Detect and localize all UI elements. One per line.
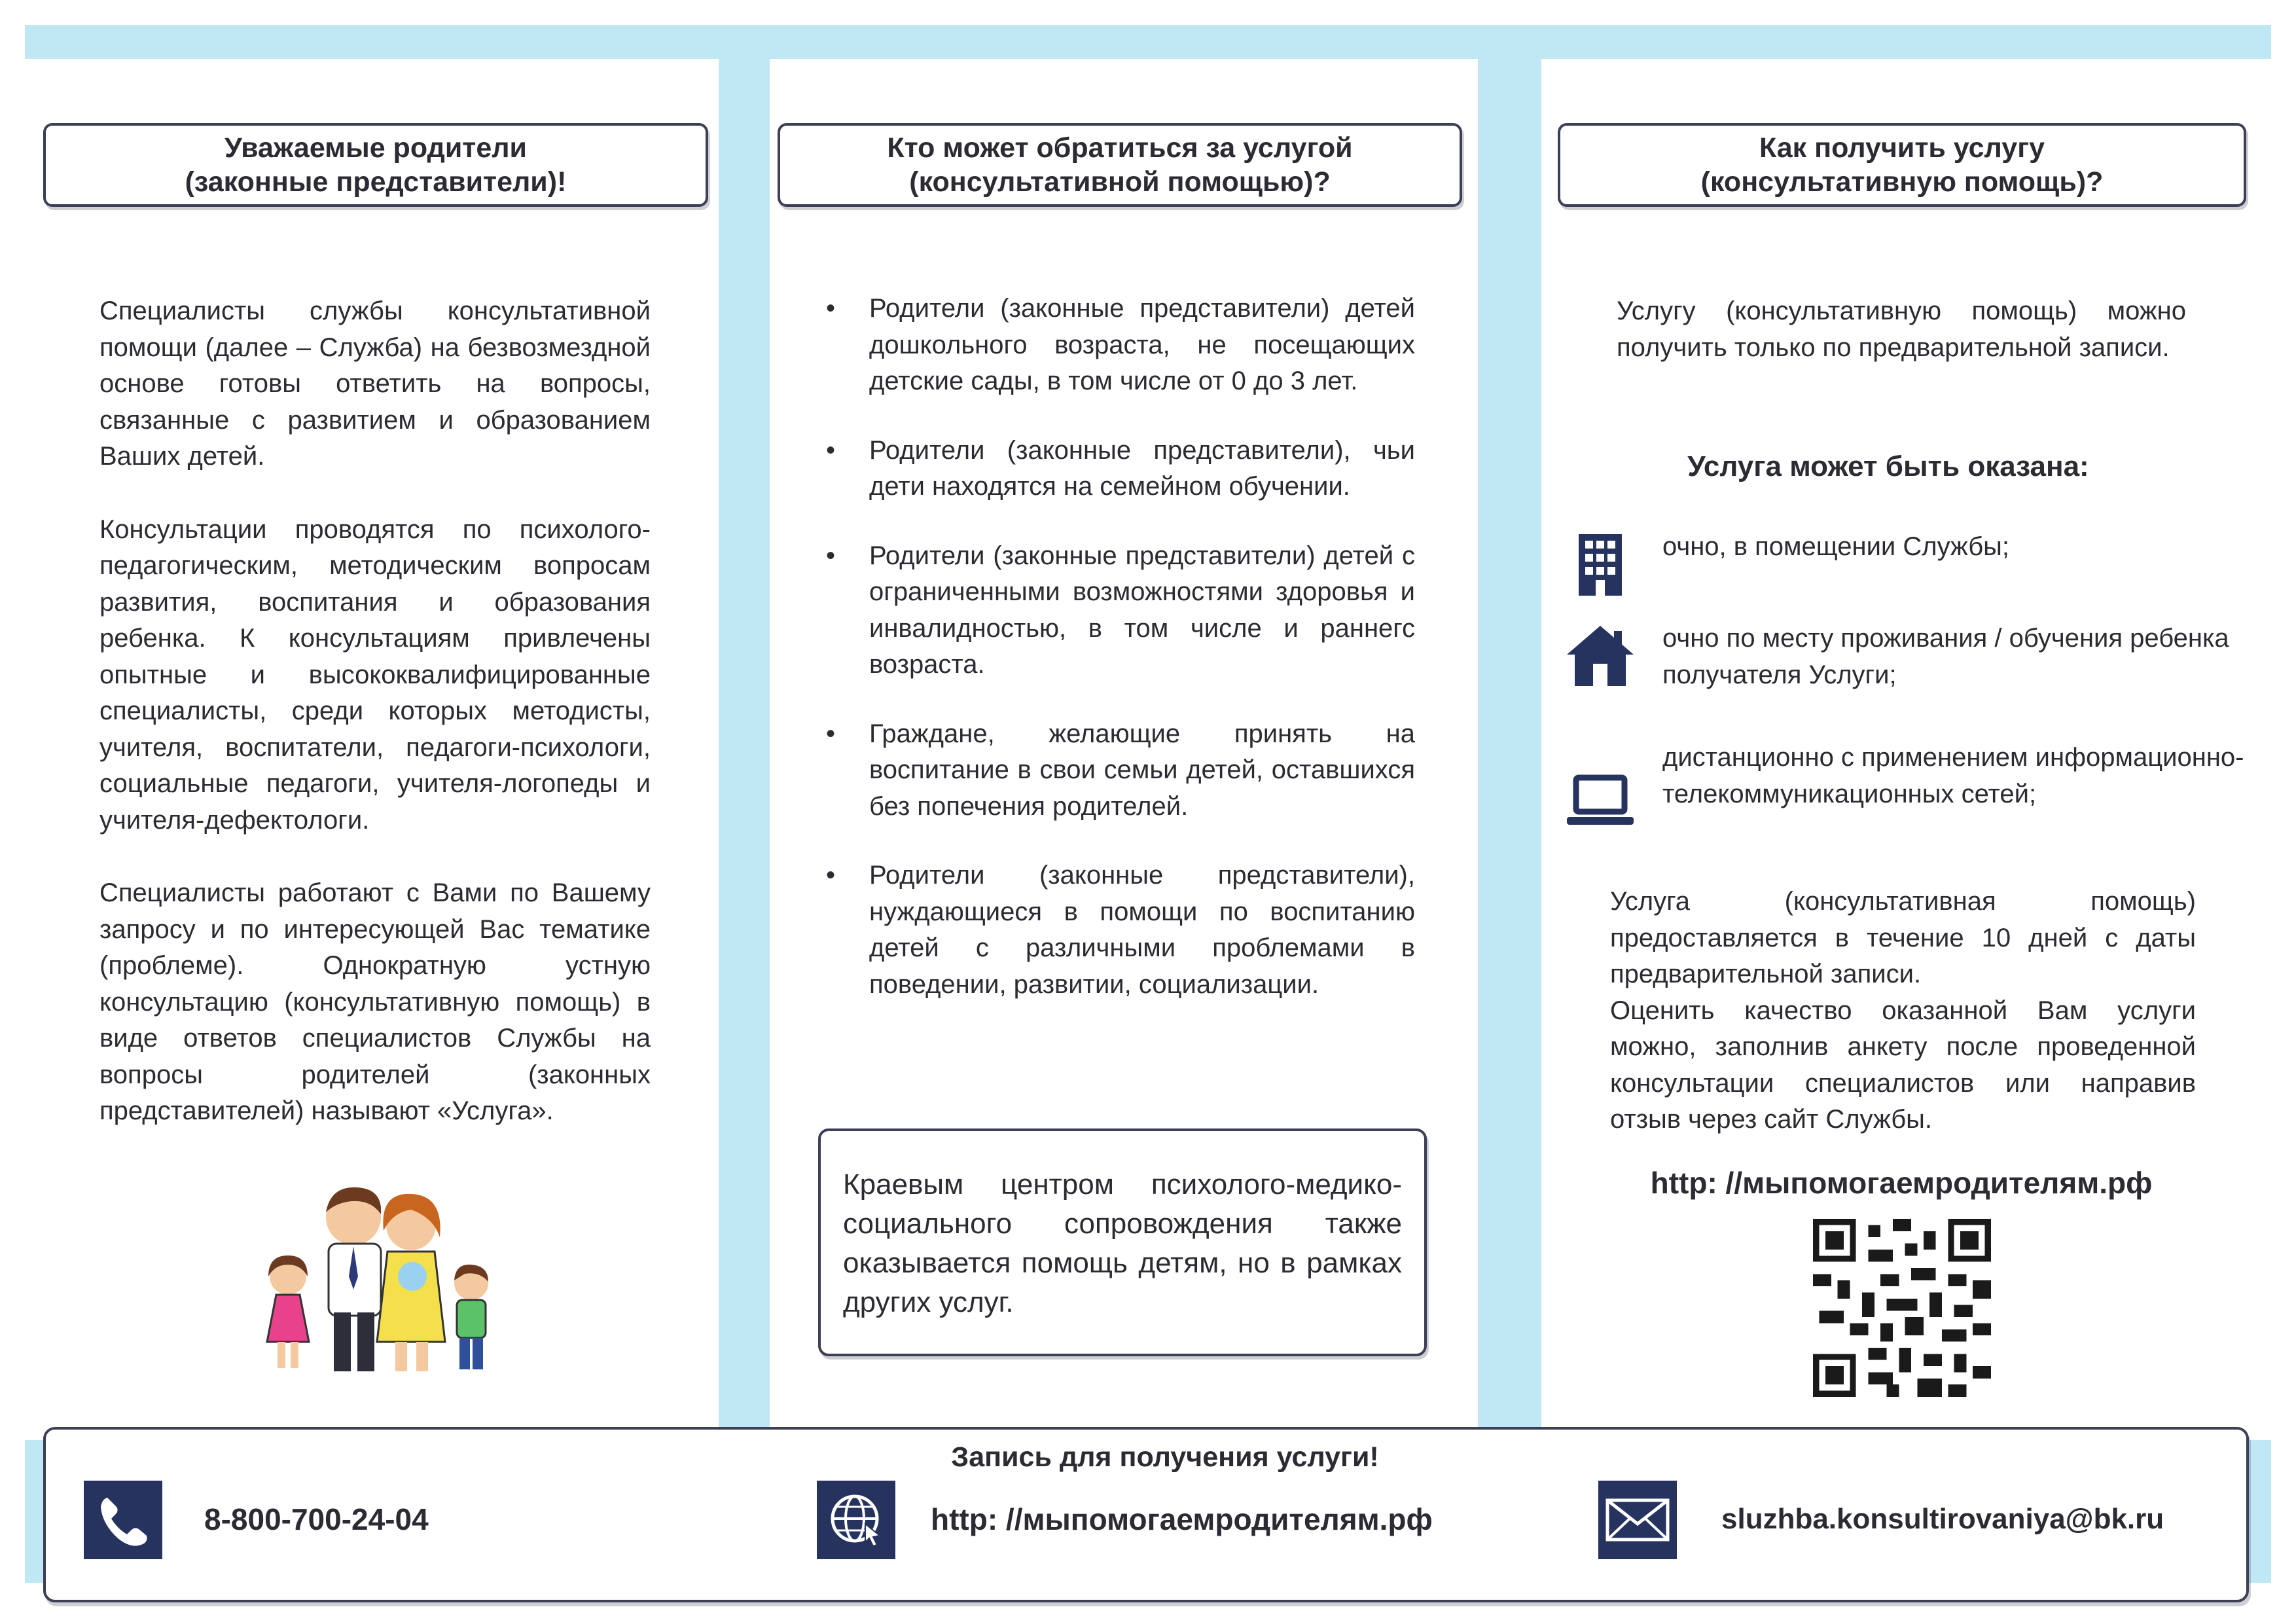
service-details (1610, 884, 2196, 1138)
header-dear-parents: Уважаемые родители (законные представители)! (43, 123, 708, 207)
qr-code[interactable] (1813, 1219, 1991, 1397)
footer-website-link[interactable]: http: //мыпомогаемродителям.рф (931, 1502, 1433, 1536)
paragraph-services: Специалисты службы консультативной помощи (далее – Служба) на безвозмездной основе готовы ответить на вопросы, связанные с развитием и образованием Ваших детей. (99, 297, 651, 471)
header-who-can-apply: Кто может обратиться за услугой (консультативной помощью)? (778, 123, 1462, 207)
eligibility-list (826, 291, 1415, 1036)
option-text: очно, в помещении Службы; (1662, 532, 2010, 561)
intro-text (99, 293, 651, 1166)
paragraph-specialists: Специалисты работают с Вами по Вашему запросу и по интересующей Вас тематике (проблеме). Однократную устную консультацию (консультативную помощь) в виде ответов специалистов Службы на вопросы родителей (законных представителей) называют «Услуга». (99, 878, 651, 1125)
laptop-icon (1564, 766, 1636, 838)
globe-icon (817, 1481, 895, 1559)
list-item: • Родители (законные представители), нуждающиеся в помощи по воспитанию детей с различными проблемами в поведении, развитии, социализации. (826, 857, 1415, 1003)
details-paragraph: Услуга (консультативная помощь) предоставляется в течение 10 дней с даты предварительной записи. (1610, 887, 2196, 988)
list-item: • Родители (законные представители) детей с ограниченными возможностями здоровья и инвалидностью, в том числе и раннегс возраста. (826, 538, 1415, 683)
website-link[interactable]: http: //мыпомогаемродителям.рф (1650, 1166, 2153, 1200)
family-illustration (249, 1178, 511, 1381)
option-text: дистанционно с применением информационно-телекоммуникационных сетей; (1662, 743, 2244, 808)
phone-number[interactable]: 8-800-700-24-04 (204, 1502, 429, 1536)
list-item: • Родители (законные представители), чьи дети находятся на семейном обучении. (826, 433, 1415, 505)
email-address[interactable]: sluzhba.konsultirovaniya@bk.ru (1721, 1503, 2164, 1535)
note-box (818, 1128, 1427, 1356)
details-paragraph: Оценить качество оказанной Вам услуги можно, заполнив анкету после проведенной консультации специалистов или направив отзыв через сайт Службы. (1610, 996, 2196, 1134)
how-intro-text: Услугу (консультативную помощь) можно получить только по предварительной записи. (1617, 297, 2186, 362)
building-icon (1564, 529, 1636, 601)
header-how-to-get: Как получить услугу (консультативную помощь)? (1558, 123, 2246, 207)
footer-title: Запись для получения услуги! (951, 1441, 1379, 1473)
list-item: • Родители (законные представители) детей дошкольного возраста, не посещающих детские сады, в том числе от 0 до 3 лет. (826, 291, 1415, 400)
note-text: Краевым центром психолого-медико-социального сопровождения также оказывается помощь детям, но в рамках других услуг. (843, 1168, 1402, 1318)
option-text: очно по месту проживания / обучения ребенка получателя Услуги; (1662, 624, 2229, 689)
paragraph-consultations: Консультации проводятся по психолого-педагогическим, методическим вопросам развития, воспитания и образования ребенка. К консультациям привлечены опытные и высококвалифицированные специалисты, среди которых методисты, учителя, воспитатели, педагоги-психологи, социальные педагоги, учителя-логопеды и учителя-дефектологи. (99, 514, 651, 835)
list-item: • Граждане, желающие принять на воспитание в свои семьи детей, оставшихся без попечения родителей. (826, 716, 1415, 825)
house-icon (1564, 621, 1636, 693)
envelope-icon (1598, 1481, 1677, 1559)
phone-icon (84, 1481, 162, 1559)
options-heading: Услуга может быть оказана: (1687, 450, 2089, 482)
